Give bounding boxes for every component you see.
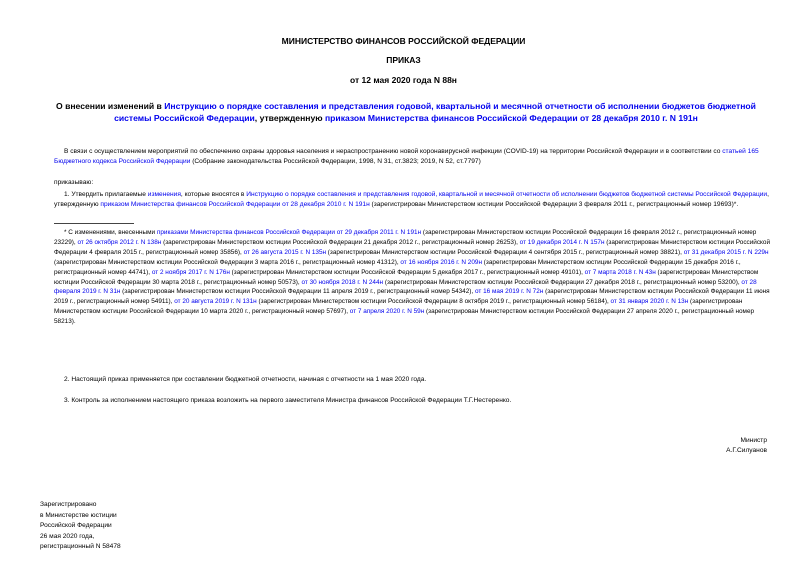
order-191n-link[interactable]: приказом Министерства финансов Российской Федерации от 28 декабря 2010 г. N 191н (100, 201, 370, 208)
amending-order-link[interactable]: от 31 января 2020 г. N 13н (610, 298, 689, 306)
item-1-paragraph (54, 190, 774, 210)
footnote-text: (зарегистрирован Министерством юстиции Российской Федерации 21 декабря 2012 г., регистрационный номер 26253), (161, 238, 520, 246)
order-word: приказываю: (54, 179, 94, 186)
footnote-divider (54, 223, 134, 224)
amending-order-link[interactable]: от 7 апреля 2020 г. N 59н (349, 308, 425, 316)
document-type: ПРИКАЗ (386, 55, 421, 65)
registration-line: регистрационный N 58478 (40, 543, 121, 550)
item-text: , которые вносятся в (180, 191, 247, 198)
item-text: (зарегистрирован Министерством юстиции Российской Федерации 3 февраля 2011 г., регистрационный номер 19693)*. (369, 201, 739, 208)
footnote-paragraph (54, 228, 774, 327)
amending-order-link[interactable]: от 19 декабря 2014 г. N 157н (519, 238, 605, 246)
item-3-paragraph: 3. Контроль за исполнением настоящего приказа возложить на первого заместителя Министра финансов Российской Федерации Т.Г.Нестеренко. (64, 397, 512, 404)
footnote-text: (зарегистрирован Министерством юстиции Российской Федерации 27 декабря 2018 г., регистрационный номер 53200), (383, 278, 742, 286)
registration-block (40, 500, 121, 553)
footnote-text: (зарегистрирован Министерством юстиции Российской Федерации 27 апреля 2020 г., регистрационный номер 58213). (54, 308, 755, 326)
footnote-text: (зарегистрирован Министерством юстиции Российской Федерации 4 февраля 2015 г., регистрационный номер 35856), (54, 238, 771, 256)
preamble-text: (Собрание законодательства Российской Федерации, 1998, N 31, ст.3823; 2019, N 52, ст.7797) (190, 158, 481, 165)
amending-order-link[interactable]: от 16 ноября 2016 г. N 209н (400, 258, 482, 266)
signature-role: Министр (740, 437, 767, 444)
amending-order-link[interactable]: от 26 октября 2012 г. N 138н (77, 238, 162, 246)
footnote-text: (зарегистрирован Министерством юстиции Российской Федерации 3 марта 2016 г., регистрационный номер 41312), (54, 258, 401, 266)
amending-order-link[interactable]: от 16 мая 2019 г. N 72н (474, 288, 544, 296)
footnote-text: (зарегистрирован Министерством юстиции Российской Федерации 11 апреля 2019 г., регистрационный номер 54342), (120, 288, 475, 296)
signature-block (726, 436, 767, 456)
registration-line: в Министерстве юстиции (40, 511, 117, 519)
item-text: 1. Утвердить прилагаемые (64, 191, 148, 198)
document-date-number: от 12 мая 2020 года N 88н (350, 75, 457, 85)
footnote-text: (зарегистрирован Министерством юстиции Российской Федерации 10 марта 2020 г., регистрационный номер 57697), (54, 298, 743, 316)
amending-order-link[interactable]: от 26 августа 2015 г. N 135н (243, 248, 327, 256)
instruction-link[interactable]: Инструкцию о порядке составления и представления годовой, квартальной и месячной отчетности об исполнении бюджетов бюджетной системы Российской Федерации (114, 101, 756, 123)
preamble-text: В связи с осуществлением мероприятий по обеспечению охраны здоровья населения и нераспространению новой коронавирусной инфекции (COVID-19) на территории Российской Федерации и в соответствии со (64, 148, 723, 155)
registration-line: Зарегистрировано (40, 501, 97, 508)
footnote-text: (зарегистрирован Министерством юстиции Российской Федерации 15 декабря 2016 г., регистрационный номер 44741), (54, 258, 741, 276)
footnote-text: (зарегистрирован Министерством юстиции Российской Федерации 8 октября 2019 г., регистрационный номер 56184), (256, 298, 611, 306)
ministry-heading: МИНИСТЕРСТВО ФИНАНСОВ РОССИЙСКОЙ ФЕДЕРАЦИИ (281, 36, 526, 46)
footnote-text: (зарегистрирован Министерством юстиции Российской Федерации 11 июня 2019 г., регистрационный номер 54911), (54, 288, 770, 306)
amending-order-link[interactable]: от 31 декабря 2015 г. N 229н (683, 248, 769, 256)
changes-link[interactable]: изменения (147, 191, 181, 198)
instruction-link[interactable]: Инструкцию о порядке составления и представления годовой, квартальной и месячной отчетности об исполнении бюджетов бюджетной системы Российской Федерации (246, 191, 768, 198)
footnote-text: * С изменениями, внесенными (64, 229, 157, 236)
registration-line: Российской Федерации (40, 522, 112, 529)
order-191n-link[interactable]: приказом Министерства финансов Российской Федерации от 28 декабря 2010 г. N 191н (324, 113, 698, 123)
footnote-text: (зарегистрирован Министерством юстиции Российской Федерации 30 марта 2018 г., регистрационный номер 50573), (54, 268, 759, 286)
item-2-paragraph: 2. Настоящий приказ применяется при составлении бюджетной отчетности, начиная с отчетности на 1 мая 2020 года. (64, 376, 427, 383)
footnote-text: (зарегистрирован Министерством юстиции Российской Федерации 16 февраля 2012 г., регистрационный номер 23229), (54, 229, 757, 246)
footnote-text: (зарегистрирован Министерством юстиции Российской Федерации 5 декабря 2017 г., регистрационный номер 49101), (229, 268, 585, 276)
amending-order-link[interactable]: от 2 ноября 2017 г. N 176н (151, 268, 230, 276)
title-text: О внесении изменений в (56, 101, 165, 111)
document-title (40, 100, 772, 124)
registration-line: 26 мая 2020 года, (40, 532, 95, 540)
item-text: , утвержденную (54, 191, 769, 208)
amending-order-link[interactable]: от 30 ноября 2018 г. N 244н (301, 278, 384, 286)
preamble-paragraph (54, 147, 774, 167)
amending-order-link[interactable]: приказами Министерства финансов Российской Федерации от 29 декабря 2011 г. N 191н (156, 229, 422, 236)
amending-order-link[interactable]: от 28 февраля 2019 г. N 31н (54, 278, 757, 296)
title-text: , утвержденную (254, 113, 325, 123)
amending-order-link[interactable]: от 7 марта 2018 г. N 43н (584, 268, 656, 276)
amending-order-link[interactable]: от 20 августа 2019 г. N 131н (174, 298, 257, 306)
signature-name: А.Г.Силуанов (726, 447, 767, 454)
footnote-text: (зарегистрирован Министерством юстиции Российской Федерации 4 сентября 2015 г., регистрационный номер 38821), (326, 248, 684, 256)
budget-code-article-link[interactable]: статьей 165 Бюджетного кодекса Российской Федерации (54, 148, 759, 165)
